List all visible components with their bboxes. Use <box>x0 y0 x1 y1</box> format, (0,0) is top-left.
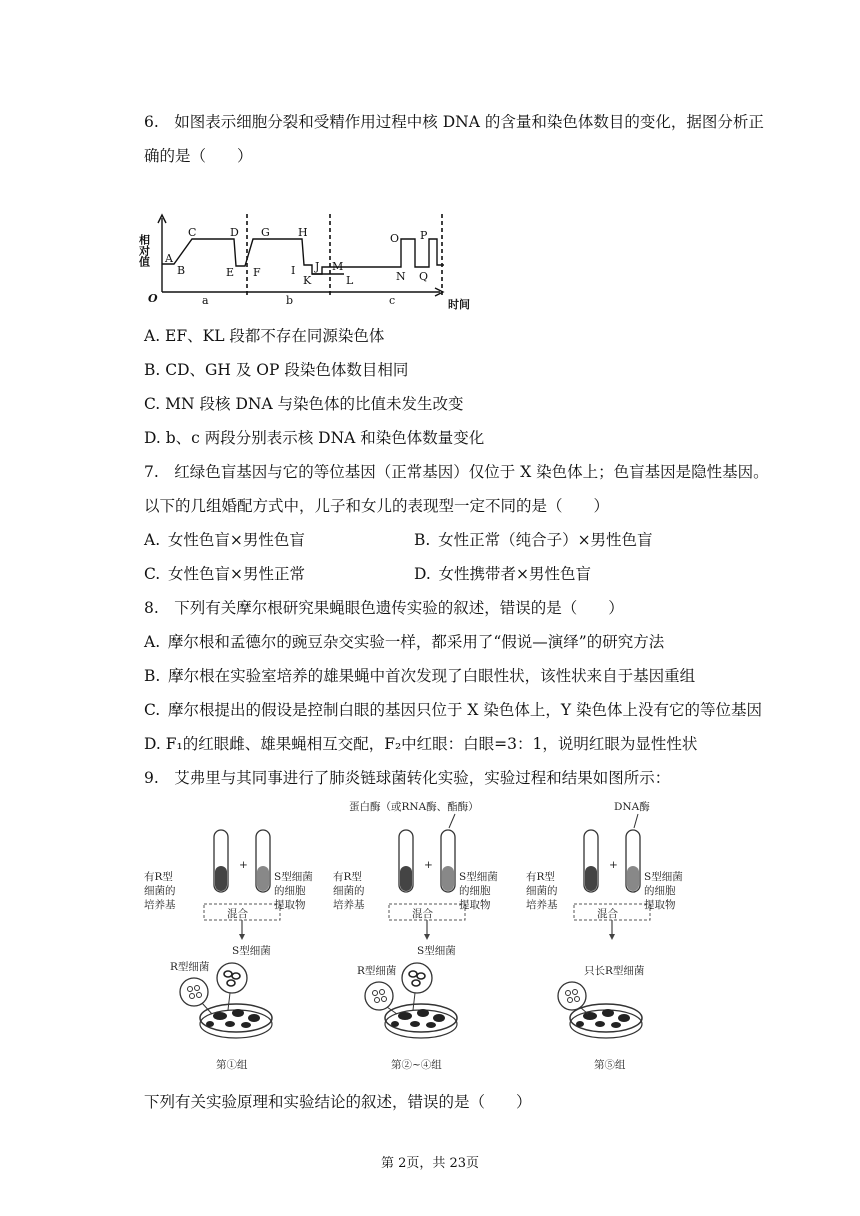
g1-right-label-2: 的细胞 <box>274 885 306 897</box>
point-N: N <box>396 270 406 283</box>
q8-stem: 8. 下列有关摩尔根研究果蝇眼色遗传实验的叙述，错误的是（ ） <box>144 599 624 617</box>
g2-mix: 混合 <box>412 908 433 920</box>
g3-right-label-3: 提取物 <box>644 899 676 911</box>
graph-origin: O <box>148 292 158 305</box>
segment-b: b <box>286 294 294 307</box>
q6-option-c: C. MN 段核 DNA 与染色体的比值未发生改变 <box>144 395 464 413</box>
g1-left-label-1: 有R型 <box>144 871 173 883</box>
g2-left-label-1: 有R型 <box>333 871 362 883</box>
g2-right-label-2: 的细胞 <box>459 885 491 897</box>
g2-plus: + <box>424 859 433 871</box>
q7-stem-line2: 以下的几组婚配方式中，儿子和女儿的表现型一定不同的是（ ） <box>144 497 610 515</box>
point-D: D <box>230 226 239 239</box>
g2-enzyme: 蛋白酶（或RNA酶、酯酶） <box>349 801 479 813</box>
g1-plus: + <box>239 859 248 871</box>
page-footer: 第 2页，共 23页 <box>380 1156 480 1171</box>
point-C: C <box>188 226 197 239</box>
q7-option-a: A. 女性色盲×男性色盲 <box>144 531 305 549</box>
g1-right-label-1: S型细菌 <box>274 871 313 883</box>
point-G: G <box>261 226 270 239</box>
point-M: M <box>332 260 344 273</box>
q8-option-d: D. F₁的红眼雌、雄果蝇相互交配，F₂中红眼：白眼=3：1，说明红眼为显性性状 <box>144 735 698 753</box>
point-J: J <box>315 260 320 273</box>
g3-mix: 混合 <box>597 908 618 920</box>
g3-only-r: 只长R型细菌 <box>584 965 645 977</box>
q7-option-b: B. 女性正常（纯合子）×男性色盲 <box>414 531 653 549</box>
point-P: P <box>420 229 428 242</box>
point-Q: Q <box>419 270 429 283</box>
point-H: H <box>298 226 308 239</box>
g1-s-type: S型细菌 <box>232 945 271 957</box>
point-K: K <box>303 274 312 287</box>
g2-s-type: S型细菌 <box>417 945 456 957</box>
q6-option-a: A. EF、KL 段都不存在同源染色体 <box>144 327 385 345</box>
g1-group-label: 第①组 <box>216 1059 248 1071</box>
point-L: L <box>346 274 354 287</box>
g3-group-label: 第⑤组 <box>594 1059 626 1071</box>
q9-stem: 9. 艾弗里与其同事进行了肺炎链球菌转化实验，实验过程和结果如图所示： <box>144 769 671 787</box>
point-I: I <box>291 264 296 277</box>
point-A: A <box>165 252 173 265</box>
g2-r-type: R型细菌 <box>357 965 397 977</box>
g3-right-label-1: S型细菌 <box>644 871 683 883</box>
q9-transformation-figure <box>144 792 704 1082</box>
q8-option-a: A. 摩尔根和孟德尔的豌豆杂交实验一样，都采用了“假说—演绎”的研究方法 <box>144 633 665 651</box>
g2-group-label: 第②~④组 <box>391 1059 442 1071</box>
g3-enzyme: DNA酶 <box>614 801 650 813</box>
g3-plus: + <box>609 859 618 871</box>
q6-option-d: D. b、c 两段分别表示核 DNA 和染色体数量变化 <box>144 429 485 447</box>
point-E: E <box>226 266 235 279</box>
segment-a: a <box>202 294 209 307</box>
q7-option-c: C. 女性色盲×男性正常 <box>144 565 305 583</box>
g1-mix: 混合 <box>227 908 248 920</box>
point-B: B <box>177 264 186 277</box>
point-O: O <box>390 232 400 245</box>
g2-right-label-3: 提取物 <box>459 899 491 911</box>
q8-option-c: C. 摩尔根提出的假设是控制白眼的基因只位于 X 染色体上，Y 染色体上没有它的等位基因 <box>144 701 763 719</box>
g2-right-label-1: S型细菌 <box>459 871 498 883</box>
g1-left-label-3: 培养基 <box>144 899 176 911</box>
g3-left-label-2: 细菌的 <box>526 885 558 897</box>
q8-option-b: B. 摩尔根在实验室培养的雄果蝇中首次发现了白眼性状，该性状来自于基因重组 <box>144 667 696 685</box>
g1-left-label-2: 细菌的 <box>144 885 176 897</box>
g1-r-type: R型细菌 <box>170 961 210 973</box>
g2-left-label-3: 培养基 <box>333 899 365 911</box>
q6-stem-line1: 6. 如图表示细胞分裂和受精作用过程中核 DNA 的含量和染色体数目的变化，据图分析正 <box>144 113 764 131</box>
q6-stem-line2: 确的是（ ） <box>144 147 253 165</box>
g3-left-label-1: 有R型 <box>526 871 555 883</box>
g1-right-label-3: 提取物 <box>274 899 306 911</box>
q6-dna-chromosome-graph <box>137 212 494 314</box>
q9-after-figure: 下列有关实验原理和实验结论的叙述，错误的是（ ） <box>144 1093 532 1111</box>
g2-left-label-2: 细菌的 <box>333 885 365 897</box>
q6-option-b: B. CD、GH 及 OP 段染色体数目相同 <box>144 361 409 379</box>
segment-c: c <box>389 294 396 307</box>
q7-option-d: D. 女性携带者×男性色盲 <box>414 565 592 583</box>
g3-right-label-2: 的细胞 <box>644 885 676 897</box>
point-F: F <box>253 266 261 279</box>
g3-left-label-3: 培养基 <box>526 899 558 911</box>
graph-xlabel: 时间 <box>448 298 470 311</box>
graph-ylabel: 相对值 <box>137 234 151 267</box>
q7-stem-line1: 7. 红绿色盲基因与它的等位基因（正常基因）仅位于 X 染色体上；色盲基因是隐性基因。 <box>144 463 769 481</box>
